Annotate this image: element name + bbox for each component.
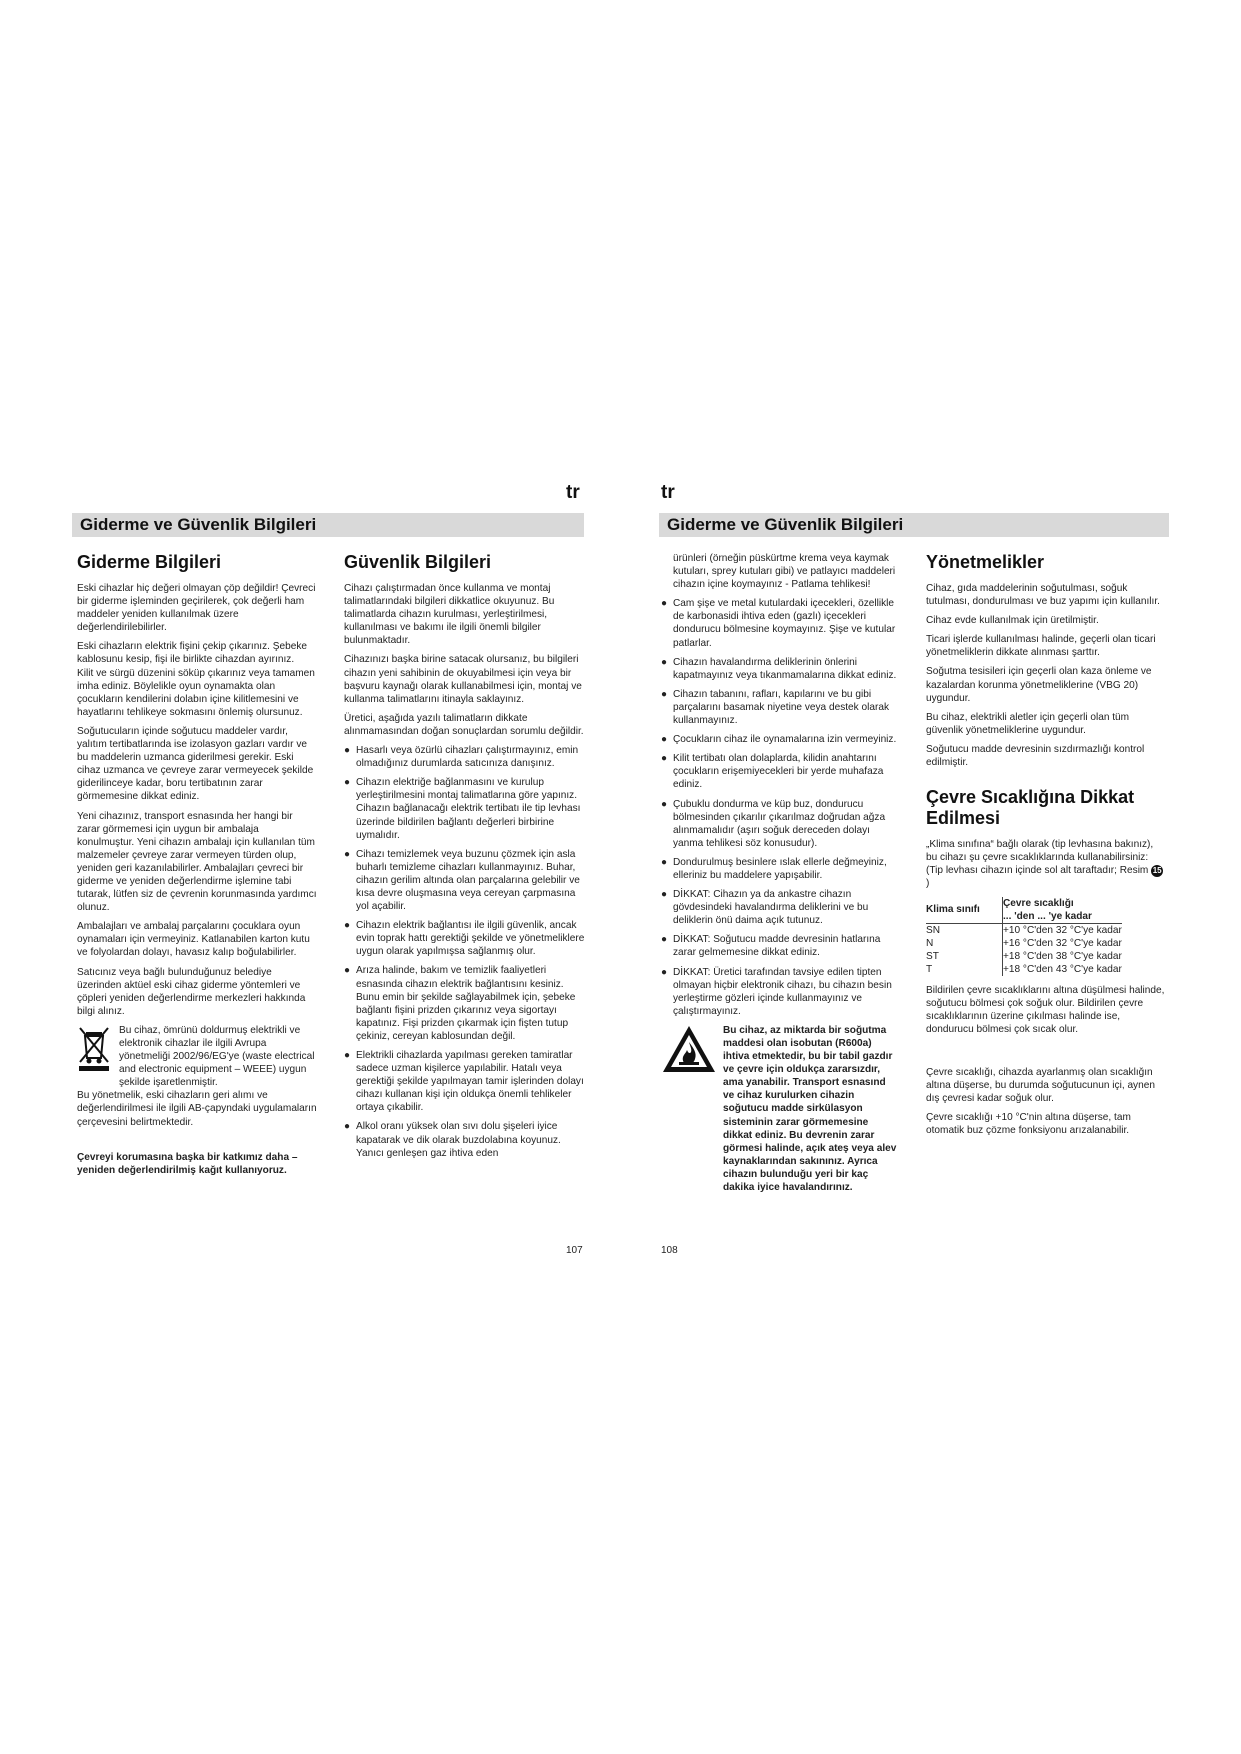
safety-bullet-list (661, 597, 899, 1018)
cevre-paragraph: Bildirilen çevre sıcaklıklarını altına düşülmesi halinde, soğutucu bölmesi çok soğuk olur. Bildirilen çevre sıcaklıklarının üzerine çıkılması halinde ise, dondurucu bölmesi çok sıcak olur. (926, 984, 1165, 1035)
list-item: ● Cihazın havalandırma deliklerinin önlerini kapatmayınız veya tıkanmamalarına dikkat ediniz. (661, 656, 899, 682)
table-cell: N (926, 937, 934, 949)
list-item: ● Cihazın tabanını, rafları, kapılarını ve bu gibi parçalarını basamak niyetine veya destek olarak kullanmayınız. (661, 688, 899, 727)
list-item: ● Çocukların cihaz ile oynamalarına izin vermeyiniz. (661, 733, 899, 746)
guvenlik-paragraph: Cihazı çalıştırmadan önce kullanma ve montaj talimatlarındaki bilgileri dikkatlice okuyunuz. Bu talimatlarda cihazın kurulması, yerleştirilmesi, kullanılması ve bakımı ile ilgili önemli bilgiler bulunmaktadır. (344, 583, 555, 647)
list-item: ● Cihazın elektriğe bağlanmasını ve kurulup yerleştirilmesini montaj talimatlarına göre yapınız. Cihazın bağlanacağı elektrik tertibatı ile tip levhası üzerinde bildirilen bağlantı değerleri birbirine uymalıdır. (344, 776, 586, 841)
table-cell: +18 °C'den 43 °C'ye kadar (1003, 963, 1122, 975)
cevre-heading: Çevre Sıcaklığına Dikkat Edilmesi (926, 787, 1135, 829)
language-code: tr (566, 482, 580, 503)
table-header-range-a: Çevre sıcaklığı (1003, 897, 1074, 909)
list-item: ● Hasarlı veya özürlü cihazları çalıştırmayınız, emin olmadığınız durumlarda satıcınıza danışınız. (344, 744, 586, 770)
table-cell: SN (926, 923, 1003, 937)
page-number: 108 (661, 1245, 678, 1256)
weee-text: Bu cihaz, ömrünü doldurmuş elektrikli ve elektronik cihazlar ile ilgili Avrupa yönetmeliği 2002/96/EG'ye (waste electrical and electronic equipment – WEEE) uygun şekilde işaretlenmiştir. (119, 1024, 315, 1089)
crossed-bin-icon (77, 1024, 113, 1089)
cevre-intro (926, 838, 1166, 890)
list-item: ● Cihazın elektrik bağlantısı ile ilgili güvenlik, ancak evin toprak hattı gerektiği şekilde ve yönetmeliklere uygun olarak yapılmışsa sağlanmış olur. (344, 919, 586, 958)
table-cell: +16 °C'den 32 °C'ye kadar (1003, 937, 1122, 949)
giderme-column (77, 552, 317, 1183)
table-header-class: Klima sınıfı (926, 904, 980, 915)
cevre-intro-text: „Klima sınıfına“ bağlı olarak (tip levhasına bakınız), bu cihazı şu çevre sıcaklıklarında kullanabilirsiniz: (Tip levhası cihazın içinde sol alt taraftadır; Resim (926, 839, 1154, 877)
warning-text: Bu cihaz, az miktarda bir soğutma maddesi olan isobutan (R600a) ihtiva etmektedir, bu bir tabil gazdır ve çevre için oldukça zararsızdır, ama yanabilir. Transport esnasınd ve cihaz kurulurken cihazin soğutucu madde sirkülasyon sisteminin zarar görmemesine dikkat ediniz. Bu devrenin zarar görmesi halinde, açık ateş veya alev kaynaklarından sakınınız. Ayrıca cihazın bulunduğu yeri bir kaç dakika iyice havalandırınız. (723, 1024, 897, 1194)
table-cell: +10 °C'den 32 °C'ye kadar (1003, 924, 1122, 936)
list-item: ● Alkol oranı yüksek olan sıvı dolu şişeleri iyice kapatarak ve dik olarak buzdolabına koyunuz. Yanıcı genleşen gaz ihtiva eden (344, 1120, 586, 1159)
giderme-paragraph: Soğutucuların içinde soğutucu maddeler vardır, yalıtım tertibatlarında ise izolasyon gazları vardır ve bu maddelerin uzmanca giderilmesi gerekir. Eski cihaz uzmanca ve çevreye zarar vermeyecek şekilde giderilinceye kadar, boru tertibatının zarar görmemesine dikkat ediniz. (77, 725, 314, 803)
table-header-range (1003, 897, 1122, 924)
cevre-paragraph: Çevre sıcaklığı +10 °C'nin altına düşerse, tam otomatik buz çözme fonksiyonu arızalanabilir. (926, 1112, 1131, 1137)
closing-note: Çevreyi korumasına başka bir katkımız daha – yeniden değerlendirilmiş kağıt kullanıyoruz. (77, 1151, 298, 1176)
giderme-paragraph: Yeni cihazınız, transport esnasında her hangi bir zarar görmemesi için uygun bir ambalaja konulmuştur. Yeni cihazın ambalajı için kullanılan tüm malzemeler çevreye zarar vermeyen türden olup, yeniden geri kazanılabilirler. Ambalajları çevreci bir giderme ve yeniden değerlendirme işlemine tabi tutarak, lütfen siz de çevrenin korunmasında yardımcı olunuz. (77, 810, 317, 914)
table-cell: T (926, 963, 933, 975)
language-code: tr (661, 482, 675, 503)
giderme-paragraph: Eski cihazların elektrik fişini çekip çıkarınız. Şebeke kablosunu kesip, fişi ile birlikte cihazdan ayırınız. Kilit ve sürgü düzenini söküp çıkarınız veya tamamen imha ediniz. Böylelikle oyun oynamakta olan çocukların kendilerini dolabın içine kilitlemesini ve hayatlarını tehlikeye sokmasını önlemiş olursunuz. (77, 641, 315, 718)
guvenlik-paragraph: Cihazınızı başka birine satacak olursanız, bu bilgileri cihazın yeni sahibinin de okuyabilmesi için veya bir başvuru kaynağı olarak kullanabilmesi için, montaj ve kullanma talimatlarını itinayla saklayınız. (344, 654, 582, 705)
figure-ref-badge: 15 (1152, 866, 1162, 876)
list-item: ● DİKKAT: Soğutucu madde devresinin hatlarına zarar gelmemesine dikkat ediniz. (661, 933, 899, 959)
climate-class-table (926, 897, 1122, 976)
list-item: ● Çubuklu dondurma ve küp buz, dondurucu bölmesinden çıkarılır çıkarılmaz doğrudan ağza alınmamalıdır (aşırı soğuk dereceden dolayı yanma tehlikesi söz konusudur). (661, 798, 899, 850)
list-item: ● Dondurulmuş besinlere ıslak ellerle değmeyiniz, elleriniz bu maddelere yapışabilir. (661, 856, 899, 882)
list-item: ● Kilit tertibatı olan dolaplarda, kilidin anahtarını çocukların erişemiyecekleri bir yerde muhafaza ediniz. (661, 752, 899, 791)
section-band: Giderme ve Güvenlik Bilgileri (659, 513, 1169, 537)
list-item: ● Arıza halinde, bakım ve temizlik faaliyetleri esnasında cihazın elektrik bağlantısını kesiniz. Bunu emin bir şekilde sağlayabilmek için, şebeke bağlantı fişini prizden çıkarınız veya sigortayı kapatınız. Fişi prizden çıkarmak için fişten tutup çekiniz, cereyan kablosundan değil. (344, 964, 586, 1043)
flame-warning-icon (661, 1024, 717, 1194)
flammable-warning (661, 1024, 899, 1194)
list-item: ● Elektrikli cihazlarda yapılması gereken tamiratlar sadece uzman kişilerce yapılabilir. Hatalı veya gerektiği şekilde yapılmayan tamir işlerinden dolayı cihazı kullanan kişi için oldukça önemli tehlikeler ortaya çıkabilir. (344, 1049, 586, 1114)
regulation-paragraph: Bu cihaz, elektrikli aletler için geçerli olan tüm güvenlik yönetmeliklerine uygundur. (926, 711, 1130, 736)
weee-block (77, 1024, 317, 1089)
giderme-heading: Giderme Bilgileri (77, 552, 222, 572)
cevre-intro-end: ) (926, 878, 930, 890)
cevre-paragraph: Çevre sıcaklığı, cihazda ayarlanmış olan sıcaklığın altına düşerse, bu durumda soğutucunun içi, aynen dış çevresi kadar soğuk olur. (926, 1066, 1155, 1105)
safety-continued-column (661, 552, 899, 1194)
list-item: ● Cam şişe ve metal kutulardaki içecekleri, özellikle de karbonasidi ihtiva eden (gazlı) içecekleri dondurucu bölmesine koymayınız. Şişe ve kutular patlarlar. (661, 597, 899, 649)
table-header-range-b: ... 'den ... 'ye kadar (1003, 910, 1092, 922)
list-item: ● DİKKAT: Cihazın ya da ankastre cihazın gövdesindeki havalandırma deliklerini ve bu deliklerin önü daima açık tutunuz. (661, 888, 899, 927)
section-band: Giderme ve Güvenlik Bilgileri (72, 513, 584, 537)
regulation-paragraph: Cihaz, gıda maddelerinin soğutulması, soğuk tutulması, dondurulması ve buz yapımı için kullanılır. (926, 583, 1160, 608)
safety-bullet-list (344, 744, 586, 1160)
regulation-paragraph: Soğutucu madde devresinin sızdırmazlığı kontrol edilmiştir. (926, 743, 1145, 769)
regulation-paragraph: Ticari işlerde kullanılması halinde, geçerli olan ticari yönetmeliklerin dikkate alınması şarttır. (926, 634, 1156, 659)
guvenlik-heading: Güvenlik Bilgileri (344, 552, 492, 572)
page-number: 107 (566, 1245, 583, 1256)
table-cell: +18 °C'den 38 °C'ye kadar (1003, 950, 1122, 962)
giderme-paragraph: Ambalajları ve ambalaj parçalarını çocuklara oyun oynamaları için vermeyiniz. Katlanabilen karton kutu ve folyolardan dolayı, havasız kalıp boğulabilirler. (77, 921, 310, 959)
regulation-paragraph: Soğutma tesisileri için geçerli olan kaza önleme ve kazalardan korunma yönetmeliklerine (VBG 20) uygundur. (926, 666, 1152, 704)
list-item: ● Cihazı temizlemek veya buzunu çözmek için asla buharlı temizleme cihazları kullanmayınız. Buhar, cihazın gerilim altında olan parçalarına gelebilir ve kısa devre oluşmasına veya cereyan çarpmasına yol açabilir. (344, 848, 586, 913)
weee-after-text: Bu yönetmelik, eski cihazların geri alımı ve değerlendirilmesi ile ilgili AB-çapyndaki uygulamaların çerçevesini belirtmektedir. (77, 1090, 317, 1128)
giderme-paragraph: Satıcınız veya bağlı bulunduğunuz belediye üzerinden aktüel eski cihaz giderme yöntemleri ve çöpleri yeniden değerlendirme merkezleri hakkında bilgi alınız. (77, 966, 306, 1017)
continuation-text: ürünleri (örneğin püskürtme krema veya kaymak kutuları, sprey kutuları gibi) ve patlayıcı maddeleri cihazın içine koymayınız - Patlama tehlikesi! (673, 553, 896, 591)
yonetmelikler-heading: Yönetmelikler (926, 552, 1045, 572)
regulation-paragraph: Cihaz evde kullanılmak için üretilmiştir. (926, 615, 1099, 627)
list-item: ● DİKKAT: Üretici tarafından tavsiye edilen tipten olmayan hiçbir elektronik cihazı, bu cihazın besin yerleştirme gözleri içinde kullanmayınız ve çalıştırmayınız. (661, 966, 899, 1018)
regulations-column (926, 552, 1166, 1143)
guvenlik-column (344, 552, 586, 1166)
table-cell: ST (926, 950, 939, 962)
giderme-paragraph: Eski cihazlar hiç değeri olmayan çöp değildir! Çevreci bir giderme işleminden geçirilerek, çok değerli ham maddeler yeniden kullanılmak üzere değerlendirilebilirler. (77, 583, 316, 634)
guvenlik-paragraph: Üretici, aşağıda yazılı talimatların dikkate alınmamasından doğan sonuçlardan sorumlu değildir. (344, 712, 584, 737)
